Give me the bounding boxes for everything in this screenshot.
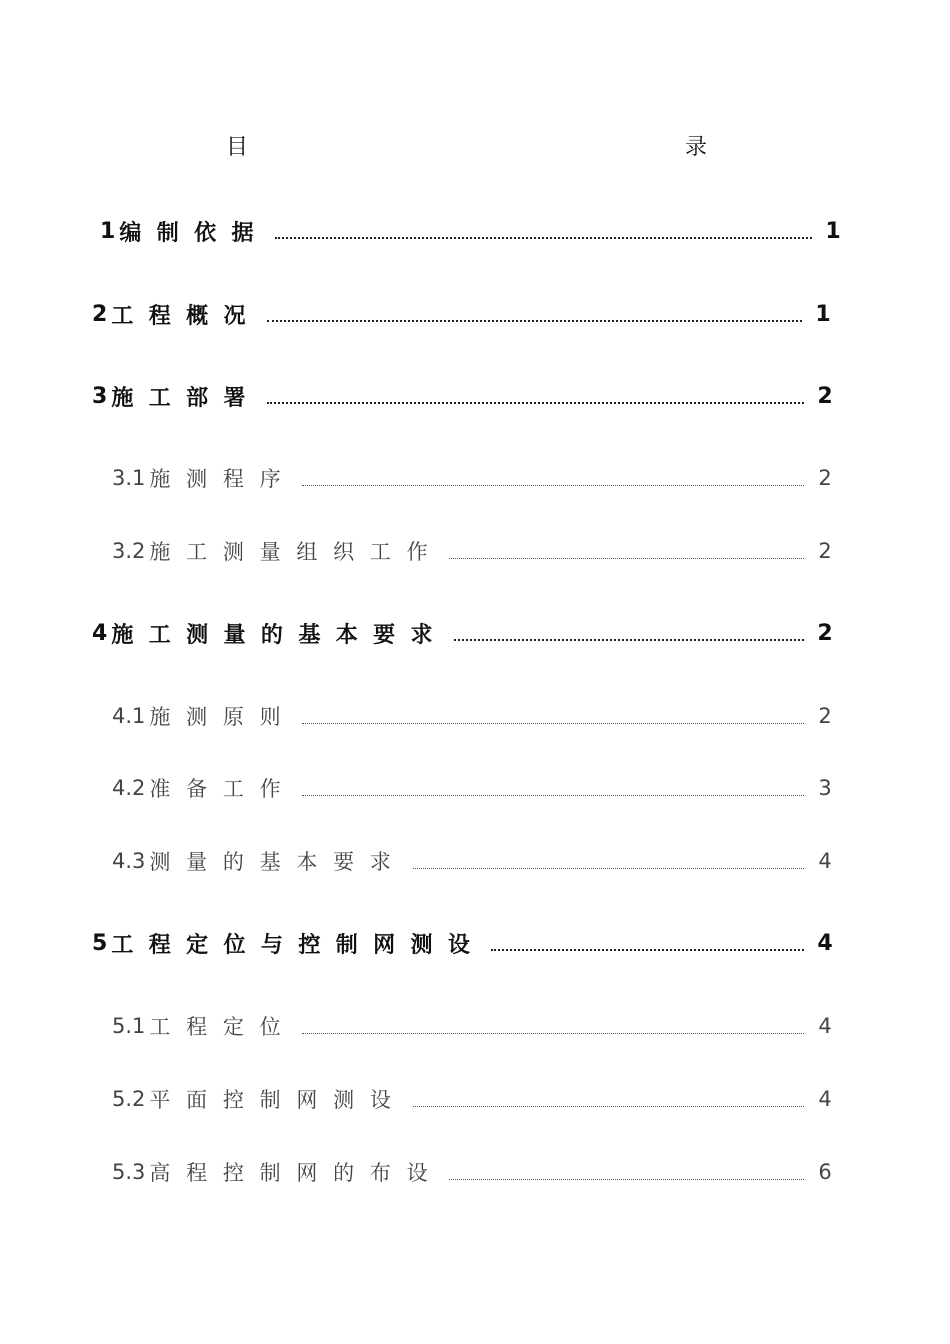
toc-leader-dots — [413, 1106, 804, 1107]
toc-entry-label: 施工测量组织工作 — [149, 540, 444, 564]
toc-entry-4[interactable] — [92, 613, 838, 653]
toc-leader-dots — [449, 558, 804, 559]
toc-entry-number: 5 — [92, 930, 108, 956]
toc-entry-5-2[interactable] — [112, 1079, 838, 1119]
toc-entry-number: 2 — [92, 301, 108, 327]
toc-entry-page: 2 — [818, 539, 832, 563]
toc-leader-dots — [413, 868, 804, 869]
toc-entry-page: 2 — [818, 466, 832, 490]
toc-entry-number: 5.3 — [112, 1160, 146, 1184]
toc-title — [0, 128, 950, 168]
toc-entry-number: 4 — [92, 620, 108, 646]
toc-entry-3-1[interactable] — [112, 458, 838, 498]
toc-title-left: 目 — [226, 135, 249, 160]
toc-entry-page: 2 — [818, 704, 832, 728]
toc-entry-number: 4.1 — [112, 704, 146, 728]
toc-leader-dots — [449, 1179, 804, 1180]
toc-entry-1[interactable] — [100, 211, 846, 251]
toc-leader-dots — [275, 237, 812, 239]
toc-entry-number: 3 — [92, 383, 108, 409]
toc-entry-label: 施工测量的基本要求 — [111, 622, 448, 648]
toc-title-right: 录 — [685, 135, 708, 160]
toc-entry-number: 1 — [100, 218, 116, 244]
toc-leader-dots — [454, 639, 804, 641]
toc-entry-page: 1 — [825, 218, 841, 244]
toc-entry-4-2[interactable] — [112, 768, 838, 808]
toc-entry-label: 工程概况 — [111, 303, 261, 329]
toc-entry-page: 2 — [817, 620, 833, 646]
toc-entry-label: 工程定位 — [149, 1015, 297, 1039]
toc-entry-number: 3.1 — [112, 466, 146, 490]
toc-entry-label: 编制依据 — [119, 220, 269, 246]
toc-entry-label: 施工部署 — [111, 385, 261, 411]
toc-entry-page: 1 — [815, 301, 831, 327]
toc-entry-page: 4 — [818, 849, 832, 873]
toc-entry-label: 准备工作 — [149, 777, 297, 801]
toc-entry-3[interactable] — [92, 376, 838, 416]
toc-leader-dots — [267, 402, 804, 404]
toc-entry-page: 3 — [818, 776, 832, 800]
toc-entry-page: 4 — [818, 1087, 832, 1111]
toc-entry-number: 5.1 — [112, 1014, 146, 1038]
toc-entry-3-2[interactable] — [112, 531, 838, 571]
toc-entry-5-3[interactable] — [112, 1152, 838, 1192]
toc-leader-dots — [302, 485, 804, 486]
toc-entry-page: 4 — [817, 930, 833, 956]
toc-entry-page: 6 — [818, 1160, 832, 1184]
toc-leader-dots — [302, 795, 804, 796]
toc-entry-label: 施测程序 — [149, 467, 297, 491]
toc-entry-4-1[interactable] — [112, 696, 838, 736]
toc-entry-5[interactable] — [92, 923, 838, 963]
toc-entry-label: 施测原则 — [149, 705, 297, 729]
toc-leader-dots — [267, 320, 802, 322]
toc-leader-dots — [302, 1033, 804, 1034]
toc-entry-label: 工程定位与控制网测设 — [111, 932, 486, 958]
toc-entry-page: 4 — [818, 1014, 832, 1038]
toc-entry-number: 4.2 — [112, 776, 146, 800]
toc-entry-5-1[interactable] — [112, 1006, 838, 1046]
toc-entry-2[interactable] — [92, 294, 836, 334]
toc-entry-label: 高程控制网的布设 — [149, 1161, 444, 1185]
toc-entry-number: 4.3 — [112, 849, 146, 873]
toc-entry-number: 5.2 — [112, 1087, 146, 1111]
toc-entry-number: 3.2 — [112, 539, 146, 563]
toc-entry-label: 平面控制网测设 — [149, 1088, 407, 1112]
toc-entry-label: 测量的基本要求 — [149, 850, 407, 874]
toc-entry-page: 2 — [817, 383, 833, 409]
toc-entry-4-3[interactable] — [112, 841, 838, 881]
toc-leader-dots — [302, 723, 804, 724]
toc-leader-dots — [491, 949, 804, 951]
